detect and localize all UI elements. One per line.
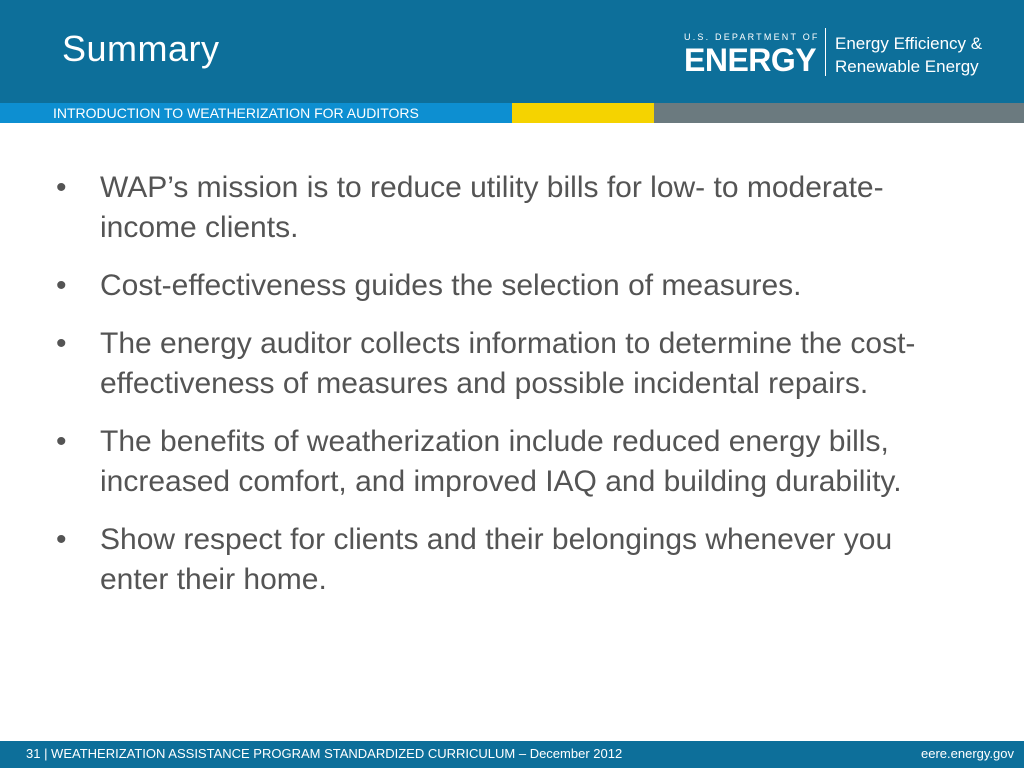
- logo-eere-line2: Renewable Energy: [835, 57, 979, 76]
- bullet-item: [56, 422, 956, 502]
- logo-eere-line1: Energy Efficiency &: [835, 34, 983, 53]
- logo-eere-text: [835, 32, 982, 78]
- bullet-item: [56, 324, 956, 404]
- bullet-item: [56, 168, 956, 248]
- logo-doe-top-text: U.S. DEPARTMENT OF: [684, 32, 820, 42]
- section-label: INTRODUCTION TO WEATHERIZATION FOR AUDITORS: [53, 105, 419, 121]
- bullet-icon: •: [56, 327, 67, 360]
- bullet-icon: •: [56, 171, 67, 204]
- slide-title: Summary: [62, 28, 220, 69]
- bullet-icon: •: [56, 523, 67, 556]
- bullet-list: [56, 168, 956, 618]
- bullet-text: The energy auditor collects information to determine the cost-effectiveness of measures and possible incidental repairs.: [100, 327, 916, 400]
- bullet-item: [56, 266, 956, 306]
- section-bar-yellow-segment: [512, 103, 654, 123]
- logo-doe-main-text: ENERGY: [684, 42, 817, 78]
- bullet-text: WAP’s mission is to reduce utility bills for low- to moderate-income clients.: [100, 171, 884, 244]
- bullet-icon: •: [56, 425, 67, 458]
- section-bar-gray-segment: [654, 103, 1024, 123]
- bullet-text: Cost-effectiveness guides the selection of measures.: [100, 269, 802, 302]
- doe-eere-logo: [684, 32, 1004, 82]
- slide-footer: [0, 741, 1024, 768]
- bullet-item: [56, 520, 956, 600]
- footer-left-text: 31 | WEATHERIZATION ASSISTANCE PROGRAM STANDARDIZED CURRICULUM – December 2012: [26, 746, 623, 761]
- section-bar: [0, 103, 1024, 123]
- bullet-icon: •: [56, 269, 67, 302]
- footer-url: eere.energy.gov: [921, 746, 1014, 761]
- logo-divider: [825, 28, 826, 76]
- bullet-text: Show respect for clients and their belongings whenever you enter their home.: [100, 523, 893, 596]
- slide-header: [0, 0, 1024, 103]
- bullet-text: The benefits of weatherization include reduced energy bills, increased comfort, and improved IAQ and building durability.: [100, 425, 902, 498]
